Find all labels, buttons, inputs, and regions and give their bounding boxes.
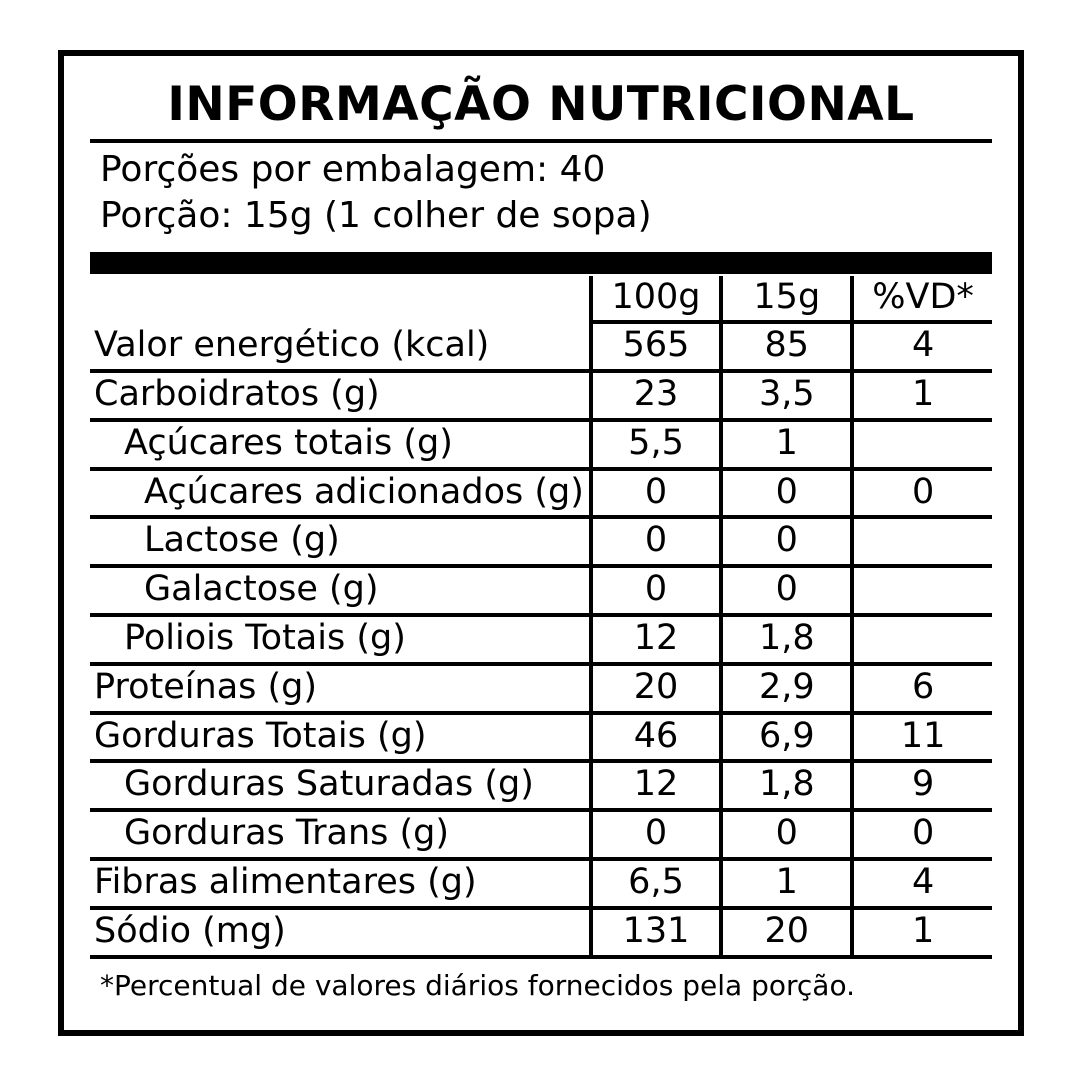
table-row: [90, 859, 992, 908]
nutrient-dv: 0: [852, 469, 992, 518]
nutrient-per-serving: 6,9: [721, 713, 852, 762]
nutrient-name: Galactose (g): [90, 566, 591, 615]
nutrient-per-serving: 0: [721, 469, 852, 518]
nutrient-per-100g: 12: [591, 615, 722, 664]
nutrient-dv: [852, 615, 992, 664]
nutrient-name: Valor energético (kcal): [90, 322, 591, 371]
column-header-per-serving: 15g: [721, 276, 852, 323]
nutrient-dv: [852, 420, 992, 469]
nutrient-dv: 4: [852, 859, 992, 908]
servings-per-package: Porções por embalagem: 40: [100, 149, 606, 191]
column-header-dv: %VD*: [852, 276, 992, 323]
nutrient-per-100g: 12: [591, 761, 722, 810]
nutrient-per-serving: 85: [721, 322, 852, 371]
nutrient-dv: 1: [852, 371, 992, 420]
nutrient-dv: 11: [852, 713, 992, 762]
nutrient-per-serving: 3,5: [721, 371, 852, 420]
nutrient-per-serving: 1,8: [721, 615, 852, 664]
nutrient-name: Proteínas (g): [90, 664, 591, 713]
nutrient-per-100g: 6,5: [591, 859, 722, 908]
nutrient-name: Açúcares totais (g): [90, 420, 591, 469]
nutrient-per-serving: 1: [721, 420, 852, 469]
title-divider: [90, 139, 992, 143]
nutrient-name: Gorduras Totais (g): [90, 713, 591, 762]
table-row: [90, 810, 992, 859]
nutrient-per-100g: 5,5: [591, 420, 722, 469]
nutrient-per-100g: 565: [591, 322, 722, 371]
table-row: [90, 664, 992, 713]
nutrient-per-100g: 0: [591, 810, 722, 859]
nutrient-per-100g: 131: [591, 908, 722, 957]
nutrient-per-100g: 20: [591, 664, 722, 713]
nutrient-per-serving: 2,9: [721, 664, 852, 713]
column-header-per-100g: 100g: [591, 276, 722, 323]
page-title: INFORMAÇÃO NUTRICIONAL: [167, 77, 915, 132]
nutrition-facts-label: [58, 50, 1024, 1036]
nutrient-name: Gorduras Trans (g): [90, 810, 591, 859]
nutrient-dv: 9: [852, 761, 992, 810]
nutrient-per-100g: 23: [591, 371, 722, 420]
table-row: [90, 566, 992, 615]
nutrient-dv: [852, 517, 992, 566]
nutrient-per-serving: 1: [721, 859, 852, 908]
nutrient-per-serving: 0: [721, 517, 852, 566]
table-row: [90, 908, 992, 957]
table-header-row: [90, 276, 992, 323]
nutrient-per-serving: 20: [721, 908, 852, 957]
table-row: [90, 420, 992, 469]
nutrient-name: Gorduras Saturadas (g): [90, 761, 591, 810]
nutrient-per-100g: 0: [591, 469, 722, 518]
nutrient-per-serving: 1,8: [721, 761, 852, 810]
nutrient-per-serving: 0: [721, 810, 852, 859]
thick-divider: [90, 252, 992, 274]
table-row: [90, 322, 992, 371]
nutrient-per-100g: 0: [591, 517, 722, 566]
nutrient-name: Carboidratos (g): [90, 371, 591, 420]
nutrient-name: Lactose (g): [90, 517, 591, 566]
nutrient-dv: 0: [852, 810, 992, 859]
table-row: [90, 713, 992, 762]
nutrient-dv: 6: [852, 664, 992, 713]
nutrient-name: Sódio (mg): [90, 908, 591, 957]
column-header-name: [90, 276, 591, 323]
nutrition-table: [90, 276, 992, 959]
table-header: [90, 276, 992, 323]
nutrient-per-100g: 0: [591, 566, 722, 615]
table-row: [90, 469, 992, 518]
nutrient-per-100g: 46: [591, 713, 722, 762]
table-row: [90, 761, 992, 810]
nutrient-dv: 4: [852, 322, 992, 371]
nutrient-per-serving: 0: [721, 566, 852, 615]
footnote: *Percentual de valores diários fornecidos pela porção.: [100, 968, 855, 1002]
table-row: [90, 371, 992, 420]
table-row: [90, 615, 992, 664]
table-row: [90, 517, 992, 566]
nutrient-name: Açúcares adicionados (g): [90, 469, 591, 518]
nutrient-dv: 1: [852, 908, 992, 957]
nutrient-dv: [852, 566, 992, 615]
serving-size: Porção: 15g (1 colher de sopa): [100, 195, 652, 237]
nutrient-name: Fibras alimentares (g): [90, 859, 591, 908]
table-body: [90, 322, 992, 956]
nutrient-name: Poliois Totais (g): [90, 615, 591, 664]
